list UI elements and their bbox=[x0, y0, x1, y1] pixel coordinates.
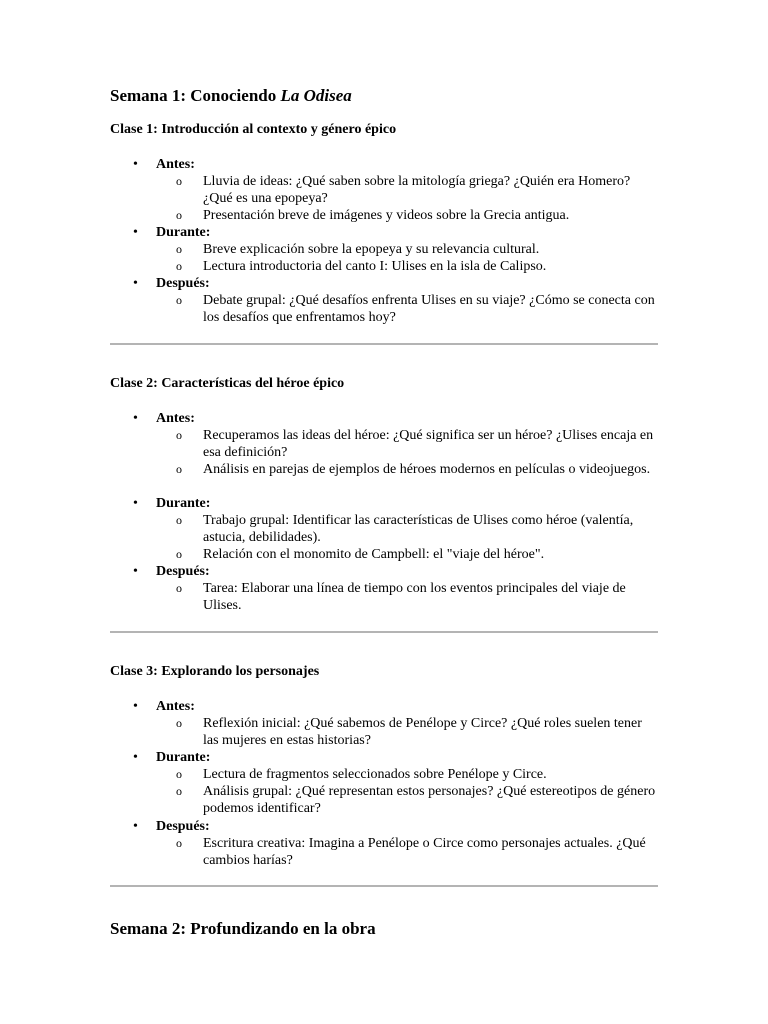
bullet-icon: • bbox=[133, 750, 138, 765]
class-3-antes-item-1 bbox=[176, 715, 658, 749]
sub-bullet-icon: o bbox=[176, 462, 182, 476]
phase-label: Antes: bbox=[156, 699, 195, 714]
list-item-text: Relación con el monomito de Campbell: el "viaje del héroe". bbox=[203, 547, 545, 562]
bullet-icon: • bbox=[133, 699, 138, 714]
phase-label: Antes: bbox=[156, 411, 195, 426]
class-3-despues-heading bbox=[133, 818, 210, 835]
list-item-text: Análisis en parejas de ejemplos de héroes modernos en películas o videojuegos. bbox=[203, 462, 651, 477]
class-2-durante-item-1 bbox=[176, 512, 658, 546]
section-divider bbox=[110, 343, 658, 345]
bullet-icon: • bbox=[133, 564, 138, 579]
sub-bullet-icon: o bbox=[176, 428, 182, 442]
class-1-despues-item-1 bbox=[176, 292, 658, 326]
bullet-icon: • bbox=[133, 411, 138, 426]
class-2-durante-item-2 bbox=[176, 546, 658, 563]
sub-bullet-icon: o bbox=[176, 547, 182, 561]
class-3-title: Clase 3: Explorando los personajes bbox=[110, 664, 320, 679]
class-1-durante-heading bbox=[133, 224, 210, 241]
sub-bullet-icon: o bbox=[176, 836, 182, 850]
class-3-despues-item-1 bbox=[176, 835, 658, 869]
list-item-text: Lectura introductoria del canto I: Ulises en la isla de Calipso. bbox=[203, 259, 547, 274]
class-1-antes-item-1 bbox=[176, 173, 658, 207]
list-item-text: Lectura de fragmentos seleccionados sobre Penélope y Circe. bbox=[203, 767, 547, 782]
list-item-text: Lluvia de ideas: ¿Qué saben sobre la mitología griega? ¿Quién era Homero? ¿Qué es una epopeya? bbox=[203, 174, 631, 206]
sub-bullet-icon: o bbox=[176, 242, 182, 256]
class-2-antes-item-1 bbox=[176, 427, 658, 461]
bullet-icon: • bbox=[133, 225, 138, 240]
phase-label: Durante: bbox=[156, 496, 211, 511]
bullet-icon: • bbox=[133, 157, 138, 172]
class-1-durante-item-2 bbox=[176, 258, 658, 275]
bullet-icon: • bbox=[133, 496, 138, 511]
week-1-title-italic: La Odisea bbox=[280, 86, 352, 105]
class-2-despues-heading bbox=[133, 563, 210, 580]
class-2-title: Clase 2: Características del héroe épico bbox=[110, 376, 345, 391]
bullet-icon: • bbox=[133, 276, 138, 291]
week-2-title: Semana 2: Profundizando en la obra bbox=[110, 919, 376, 938]
list-item-text: Reflexión inicial: ¿Qué sabemos de Penélope y Circe? ¿Qué roles suelen tener las mujeres en estas historias? bbox=[203, 716, 642, 748]
class-1-antes-item-2 bbox=[176, 207, 658, 224]
list-item-text: Debate grupal: ¿Qué desafíos enfrenta Ulises en su viaje? ¿Cómo se conecta con los desafíos que enfrentamos hoy? bbox=[203, 293, 655, 325]
sub-bullet-icon: o bbox=[176, 208, 182, 222]
phase-label: Antes: bbox=[156, 157, 195, 172]
sub-bullet-icon: o bbox=[176, 513, 182, 527]
list-item-text: Recuperamos las ideas del héroe: ¿Qué significa ser un héroe? ¿Ulises encaja en esa definición? bbox=[203, 428, 654, 460]
week-1-title bbox=[110, 86, 352, 106]
list-item-text: Breve explicación sobre la epopeya y su relevancia cultural. bbox=[203, 242, 540, 257]
sub-bullet-icon: o bbox=[176, 259, 182, 273]
sub-bullet-icon: o bbox=[176, 716, 182, 730]
week-1-title-prefix: Semana 1: Conociendo bbox=[110, 86, 281, 105]
sub-bullet-icon: o bbox=[176, 767, 182, 781]
class-2-despues-item-1 bbox=[176, 580, 658, 614]
list-item-text: Análisis grupal: ¿Qué representan estos personajes? ¿Qué estereotipos de género podemos identificar? bbox=[203, 784, 656, 816]
list-item-text: Escritura creativa: Imagina a Penélope o Circe como personajes actuales. ¿Qué cambios harías? bbox=[203, 836, 646, 868]
sub-bullet-icon: o bbox=[176, 581, 182, 595]
class-3-antes-heading bbox=[133, 698, 195, 715]
section-divider bbox=[110, 631, 658, 633]
phase-label: Durante: bbox=[156, 225, 211, 240]
phase-label: Después: bbox=[156, 276, 210, 291]
class-3-durante-heading bbox=[133, 749, 210, 766]
class-1-despues-heading bbox=[133, 275, 210, 292]
bullet-icon: • bbox=[133, 819, 138, 834]
class-1-durante-item-1 bbox=[176, 241, 658, 258]
list-item-text: Tarea: Elaborar una línea de tiempo con los eventos principales del viaje de Ulises. bbox=[203, 581, 626, 613]
class-2-antes-item-2 bbox=[176, 461, 658, 478]
class-3-durante-item-1 bbox=[176, 766, 658, 783]
sub-bullet-icon: o bbox=[176, 784, 182, 798]
class-1-antes-heading bbox=[133, 156, 195, 173]
list-item-text: Trabajo grupal: Identificar las características de Ulises como héroe (valentía, astucia, debilidades). bbox=[203, 513, 634, 545]
class-1-title: Clase 1: Introducción al contexto y género épico bbox=[110, 122, 397, 137]
sub-bullet-icon: o bbox=[176, 293, 182, 307]
section-divider bbox=[110, 885, 658, 887]
class-2-antes-heading bbox=[133, 410, 195, 427]
phase-label: Durante: bbox=[156, 750, 211, 765]
sub-bullet-icon: o bbox=[176, 174, 182, 188]
list-item-text: Presentación breve de imágenes y videos sobre la Grecia antigua. bbox=[203, 208, 570, 223]
phase-label: Después: bbox=[156, 564, 210, 579]
class-2-durante-heading bbox=[133, 495, 210, 512]
phase-label: Después: bbox=[156, 819, 210, 834]
class-3-durante-item-2 bbox=[176, 783, 658, 817]
